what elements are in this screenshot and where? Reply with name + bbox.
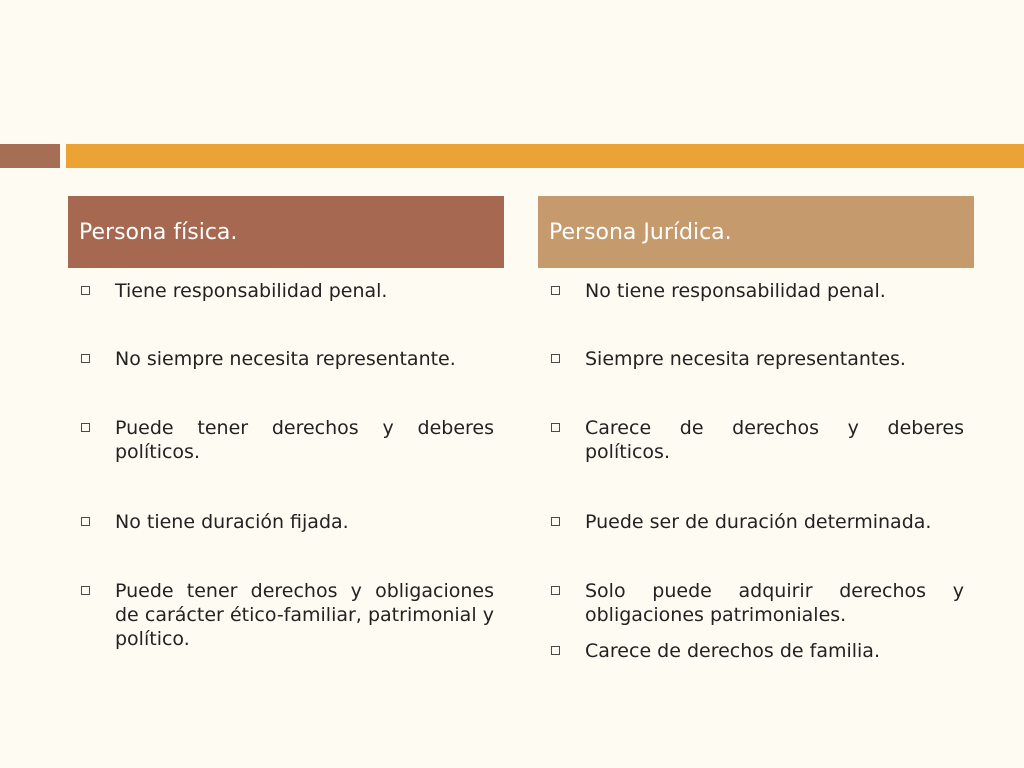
decorative-band-right <box>66 144 1024 168</box>
square-bullet-icon <box>81 354 90 363</box>
list-item-text: Puede tener derechos y deberes políticos. <box>115 417 494 463</box>
square-bullet-icon <box>551 286 560 295</box>
list-item-text: No tiene responsabilidad penal. <box>585 280 886 302</box>
decorative-band-left <box>0 144 60 168</box>
list-item-text: No siempre necesita representante. <box>115 348 456 370</box>
square-bullet-icon <box>551 646 560 655</box>
column-header-label: Persona Jurídica. <box>549 219 732 245</box>
list-item-text: Carece de derechos y deberes políticos. <box>585 417 964 463</box>
list-item-text: Tiene responsabilidad penal. <box>115 280 388 302</box>
square-bullet-icon <box>551 517 560 526</box>
square-bullet-icon <box>81 286 90 295</box>
column-persona-juridica <box>538 196 974 662</box>
list-item-text: Carece de derechos de familia. <box>585 640 880 662</box>
square-bullet-icon <box>81 423 90 432</box>
list-item-text: Siempre necesita representantes. <box>585 348 906 370</box>
square-bullet-icon <box>81 517 90 526</box>
list-item-text: Puede ser de duración determinada. <box>585 511 932 533</box>
square-bullet-icon <box>551 354 560 363</box>
square-bullet-icon <box>551 586 560 595</box>
list-item-text: No tiene duración fijada. <box>115 511 349 533</box>
list-item-text: Solo puede adquirir derechos y obligaciones patrimoniales. <box>585 580 964 626</box>
square-bullet-icon <box>551 423 560 432</box>
column-persona-fisica <box>68 196 504 650</box>
square-bullet-icon <box>81 586 90 595</box>
column-header-persona-fisica <box>68 196 504 268</box>
list-item-text: Puede tener derechos y obligaciones de carácter ético-familiar, patrimonial y político. <box>115 580 494 650</box>
column-header-label: Persona física. <box>79 219 238 245</box>
column-header-persona-juridica <box>538 196 974 268</box>
